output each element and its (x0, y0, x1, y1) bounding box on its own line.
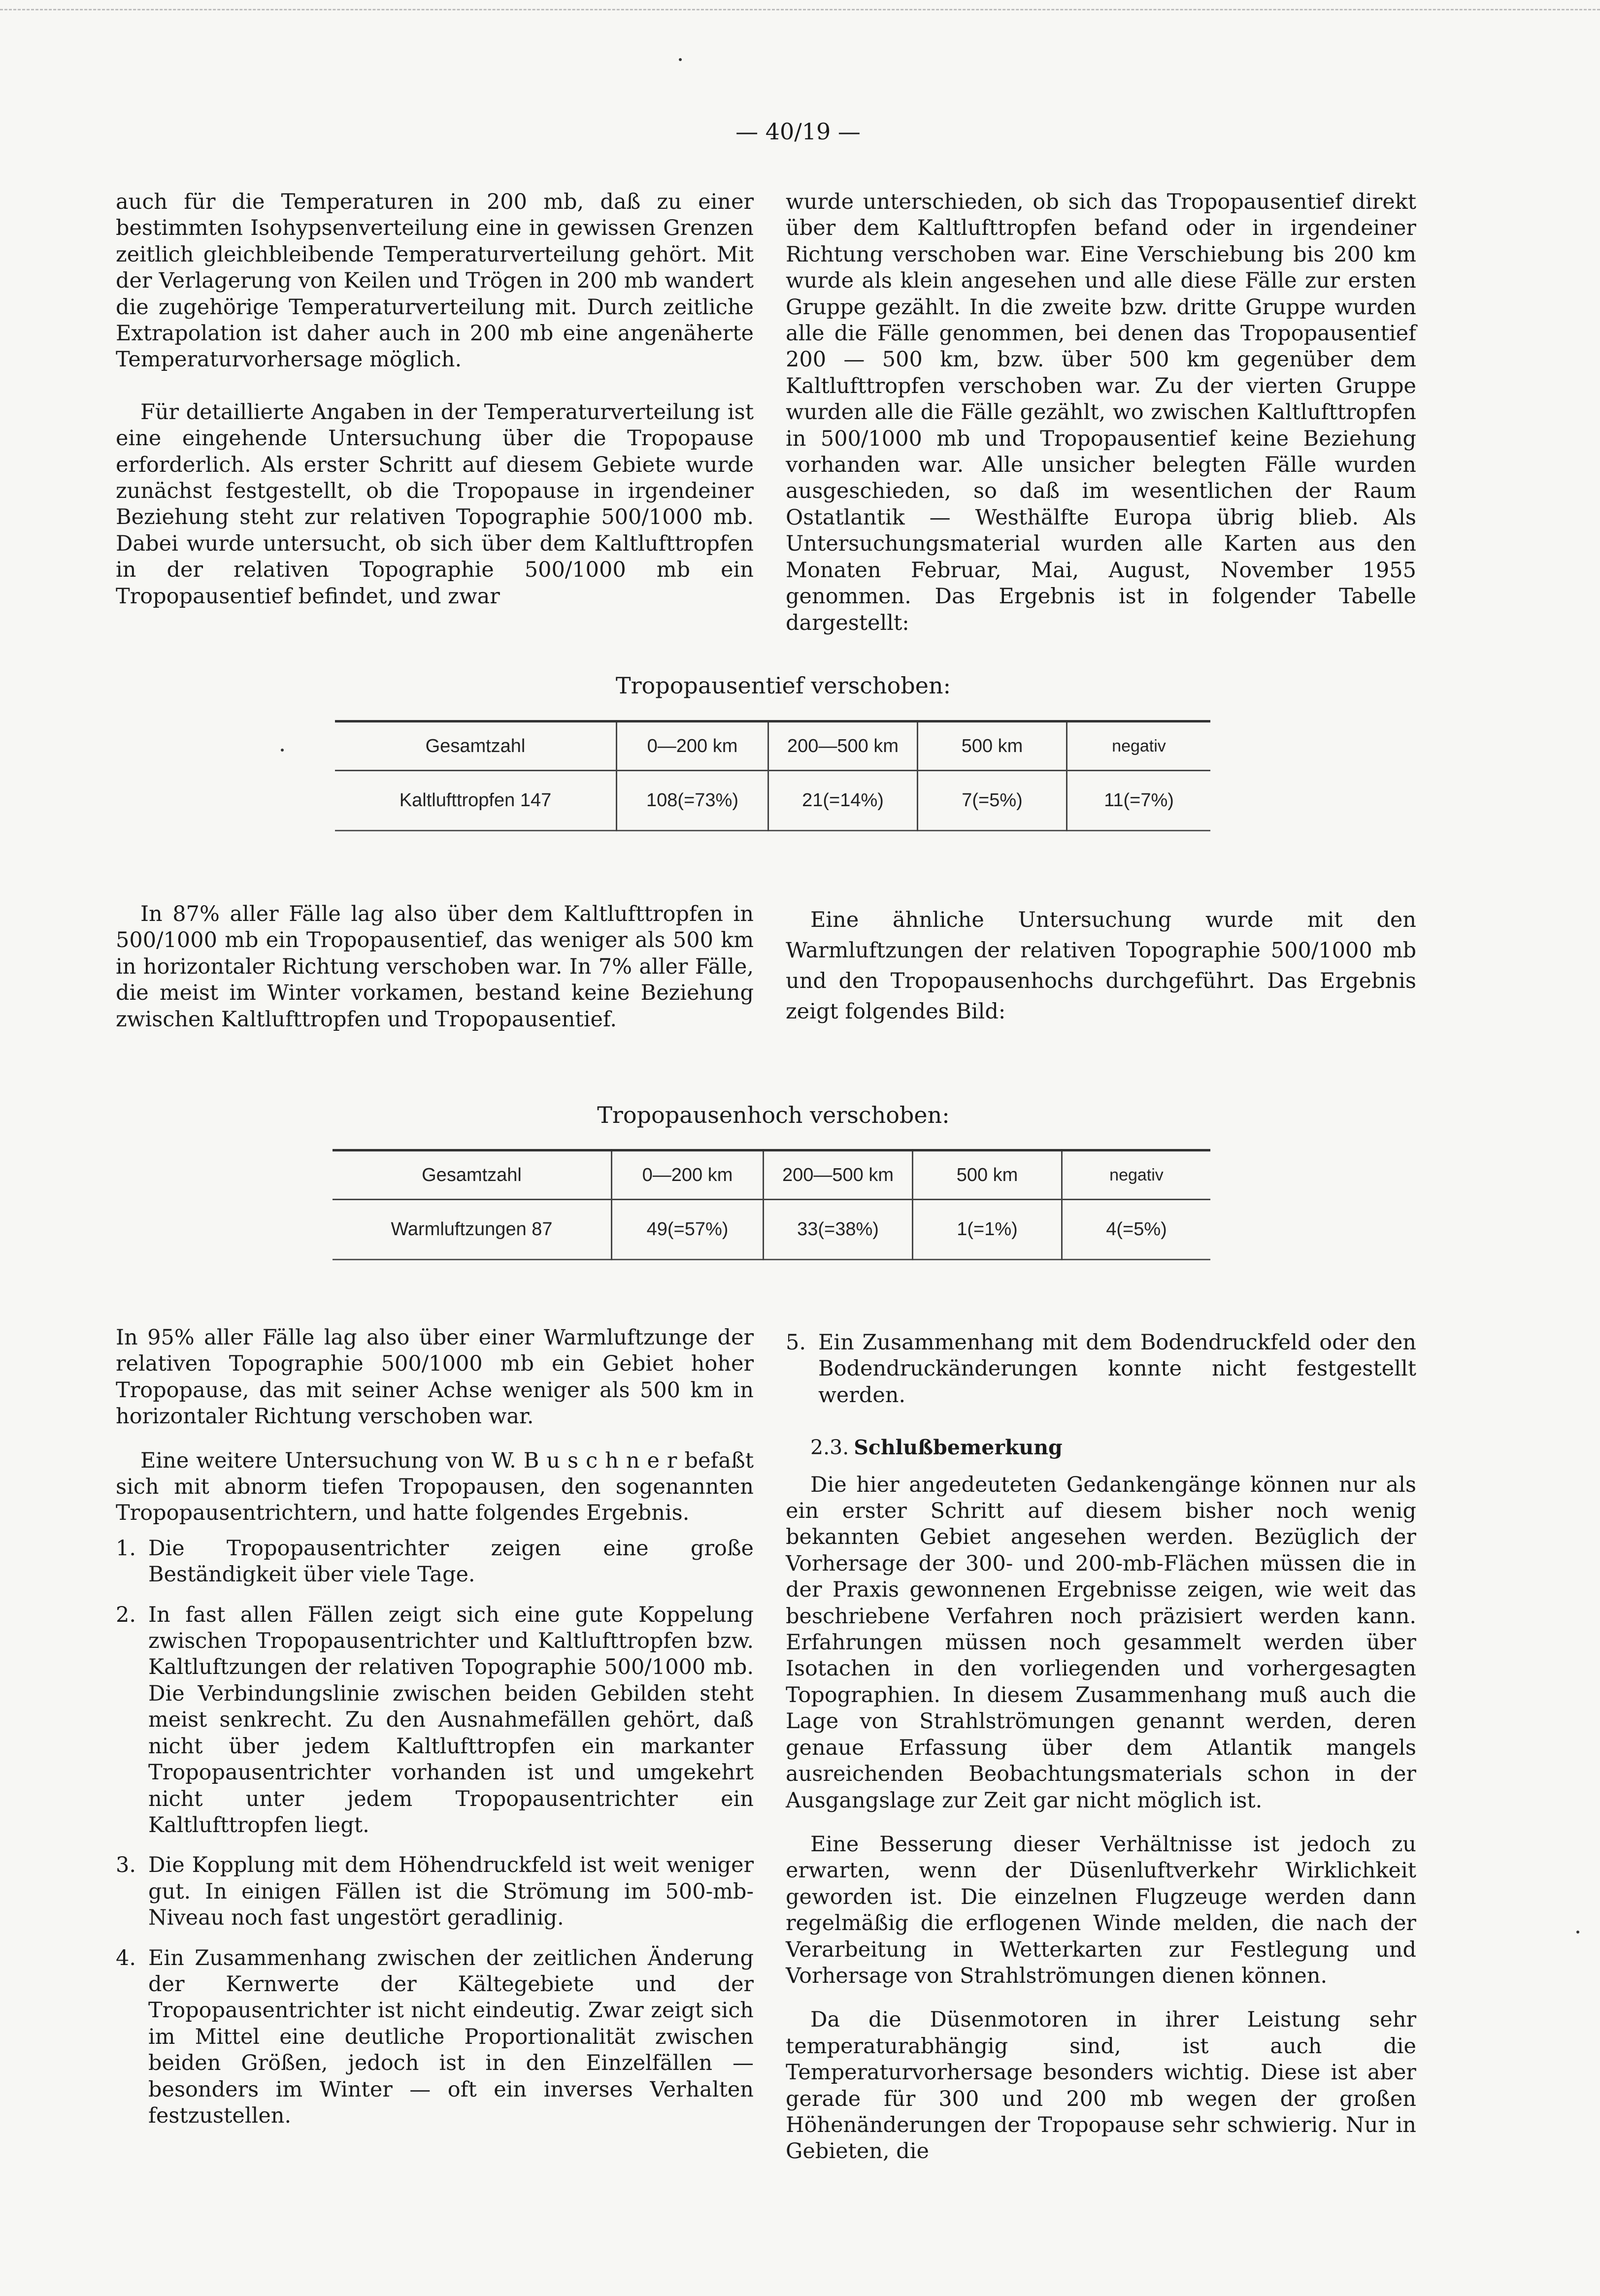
paragraph: Da die Düsenmotoren in ihrer Leistung sehr temperaturabhängig sind, ist auch die Temperaturvorhersage besonders wichtig. Diese ist aber gerade für 300 und 200 mb wegen der großen Höhenänderungen der Tropopause sehr schwierig. Nur in Gebieten, die (786, 2007, 1416, 2164)
table-title: Tropopausenhoch verschoben: (597, 1102, 950, 1128)
paragraph: Eine weitere Untersuchung von W. B u s c h n e r befaßt sich mit abnorm tiefen Tropopausen, den sogenannten Tropopausentrichtern, und hatte folgendes Ergebnis. (116, 1448, 754, 1526)
table-cell: 1(=1%) (913, 1200, 1062, 1260)
paragraph: auch für die Temperaturen in 200 mb, daß zu einer bestimmten Isohypsenverteilung eine in gewissen Grenzen zeitlich gleichbleibende Temperaturverteilung gehört. Mit der Verlagerung von Keilen und Trögen in 200 mb wandert die zugehörige Temperaturverteilung mit. Durch zeitliche Extrapolation ist daher auch in 200 mb eine angenäherte Temperaturvorhersage möglich. (116, 190, 754, 372)
list-text: Ein Zusammenhang zwischen der zeitlichen Änderung der Kernwerte der Kältegebiete und der Tropopausentrichter ist nicht eindeutig. Zwar zeigt sich im Mittel eine deutliche Proportionalität zwischen beiden Größen, jedoch ist in den Einzelfällen — besonders im Winter — oft ein inverses Verhalten festzustellen. (148, 1945, 754, 2128)
right-column-middle (786, 905, 1416, 1027)
table-header-cell: Gesamtzahl (335, 722, 617, 771)
paragraph: In 87% aller Fälle lag also über dem Kaltlufttropfen in 500/1000 mb ein Tropopausentief, das weniger als 500 km in horizontaler Richtung verschoben war. In 7% aller Fälle, die meist im Winter vorkamen, bestand keine Beziehung zwischen Kaltlufttropfen und Tropopausentief. (116, 902, 754, 1032)
table-cell: 33(=38%) (764, 1200, 913, 1260)
list-item (116, 1536, 754, 1588)
scan-speck (281, 749, 284, 752)
table-cell: 4(=5%) (1062, 1200, 1211, 1260)
list-item (786, 1330, 1416, 1409)
list-number: 5. (786, 1330, 806, 1355)
scan-speck (1576, 1931, 1579, 1934)
left-column-middle (116, 901, 754, 1033)
table-tropopausentief (335, 720, 1210, 831)
table-tropopausenhoch (333, 1149, 1210, 1260)
findings-list (116, 1536, 754, 2130)
table-cell: 7(=5%) (918, 771, 1067, 831)
list-number: 3. (116, 1853, 136, 1878)
left-column-lower (116, 1325, 754, 2129)
right-column-upper (786, 189, 1416, 636)
table-cell: 49(=57%) (612, 1200, 764, 1260)
table-title: Tropopausentief verschoben: (615, 672, 951, 699)
table-cell: Kaltlufttropfen 147 (399, 790, 552, 811)
table-header-cell: 0—200 km (617, 722, 768, 771)
list-item (116, 1602, 754, 1839)
list-text: Die Kopplung mit dem Höhendruckfeld ist weit weniger gut. In einigen Fällen ist die Strömung im 500-mb-Niveau noch fast ungestört geradlinig. (148, 1853, 754, 1931)
list-item (116, 1945, 754, 2130)
section-title: Schlußbemerkung (854, 1436, 1063, 1460)
list-item (116, 1852, 754, 1931)
paragraph: Für detaillierte Angaben in der Temperaturverteilung ist eine eingehende Untersuchung über die Tropopause erforderlich. Als erster Schritt auf diesem Gebiete wurde zunächst festgestellt, ob die Tropopause in irgendeiner Beziehung steht zur relativen Topographie 500/1000 mb. Dabei wurde untersucht, ob sich über dem Kaltlufttropfen in der relativen Topographie 500/1000 mb ein Tropopausentief befindet, und zwar (116, 399, 754, 609)
table-header-cell: Gesamtzahl (333, 1150, 612, 1200)
list-number: 1. (116, 1536, 136, 1561)
left-column-upper (116, 189, 754, 610)
table-header-cell: 500 km (918, 722, 1067, 771)
table-cell: 108(=73%) (617, 771, 768, 831)
list-text: Ein Zusammenhang mit dem Bodendruckfeld oder den Bodendruckänderungen konnte nicht festgestellt werden. (818, 1330, 1416, 1408)
table-header-cell: 0—200 km (612, 1150, 764, 1200)
paragraph: In 95% aller Fälle lag also über einer Warmluftzunge der relativen Topographie 500/1000 mb ein Gebiet hoher Tropopause, das mit seiner Achse weniger als 500 km in horizontaler Richtung verschoben war. (116, 1325, 754, 1429)
table-cell: Warmluftzungen 87 (391, 1219, 553, 1240)
list-number: 4. (116, 1945, 136, 1970)
findings-list-continued (786, 1330, 1416, 1409)
table-header-cell: 200—500 km (768, 722, 918, 771)
table-cell: 21(=14%) (768, 771, 918, 831)
list-text: In fast allen Fällen zeigt sich eine gute Koppelung zwischen Tropopausentrichter und Kaltlufttropfen bzw. Kaltluftzungen der relativen Topographie 500/1000 mb. Die Verbindungslinie zwischen beiden Gebilden steht meist senkrecht. Zu den Ausnahmefällen gehört, daß nicht über jedem Kaltlufttropfen ein markanter Tropopausentrichter vorhanden ist und umgekehrt nicht unter jedem Tropopausentrichter ein Kaltlufttropfen liegt. (148, 1602, 754, 1837)
scan-edge-line (0, 9, 1600, 10)
table-header-cell: negativ (1067, 722, 1211, 771)
paragraph: Eine ähnliche Untersuchung wurde mit den Warmluftzungen der relativen Topographie 500/1000 mb und den Tropopausenhochs durchgeführt. Das Ergebnis zeigt folgendes Bild: (786, 908, 1416, 1024)
list-text: Die Tropopausentrichter zeigen eine große Beständigkeit über viele Tage. (148, 1536, 754, 1587)
table-header-cell: 200—500 km (764, 1150, 913, 1200)
table-header-cell: negativ (1062, 1150, 1211, 1200)
page-number: — 40/19 — (735, 118, 861, 145)
list-number: 2. (116, 1602, 136, 1627)
paragraph: Die hier angedeuteten Gedankengänge können nur als ein erster Schritt auf diesem bisher noch wenig bekannten Gebiet angesehen werden. Bezüglich der Vorhersage der 300- und 200-mb-Flächen müssen die in der Praxis gewonnenen Ergebnisse zeigen, wie weit das beschriebene Verfahren noch präzisiert werden kann. Erfahrungen müssen noch gesammelt werden über Isotachen in den vorliegenden und vorhergesagten Topographien. In diesem Zusammenhang muß auch die Lage von Strahlströmungen genannt werden, deren genaue Erfassung über dem Atlantik mangels ausreichenden Beobachtungsmaterials schon in der Ausgangslage zur Zeit gar nicht möglich ist. (786, 1472, 1416, 1813)
section-heading (786, 1435, 1416, 1461)
table-header-cell: 500 km (913, 1150, 1062, 1200)
paragraph: wurde unterschieden, ob sich das Tropopausentief direkt über dem Kaltlufttropfen befand oder in irgendeiner Richtung verschoben war. Eine Verschiebung bis 200 km wurde als klein angesehen und alle diese Fälle zur ersten Gruppe gezählt. In die zweite bzw. dritte Gruppe wurden alle die Fälle genommen, bei denen das Tropopausentief 200 — 500 km, bzw. über 500 km gegenüber dem Kaltlufttropfen verschoben war. Zu der vierten Gruppe wurden alle die Fälle gezählt, wo zwischen Kaltlufttropfen in 500/1000 mb und Tropopausentief keine Beziehung vorhanden war. Alle unsicher belegten Fälle wurden ausgeschieden, so daß im wesentlichen der Raum Ostatlantik — Westhälfte Europa übrig blieb. Als Untersuchungsmaterial wurden alle Karten aus den Monaten Februar, Mai, August, November 1955 genommen. Das Ergebnis ist in folgender Tabelle dargestellt: (786, 190, 1416, 635)
scan-speck (679, 58, 682, 61)
section-number: 2.3. (810, 1436, 849, 1460)
right-column-lower (786, 1330, 1416, 2165)
table-cell: 11(=7%) (1067, 771, 1211, 831)
paragraph: Eine Besserung dieser Verhältnisse ist jedoch zu erwarten, wenn der Düsenluftverkehr Wirklichkeit geworden ist. Die einzelnen Flugzeuge werden dann regelmäßig die erflogenen Winde melden, die nach der Verarbeitung in Wetterkarten zur Festlegung und Vorhersage von Strahlströmungen dienen können. (786, 1832, 1416, 1988)
